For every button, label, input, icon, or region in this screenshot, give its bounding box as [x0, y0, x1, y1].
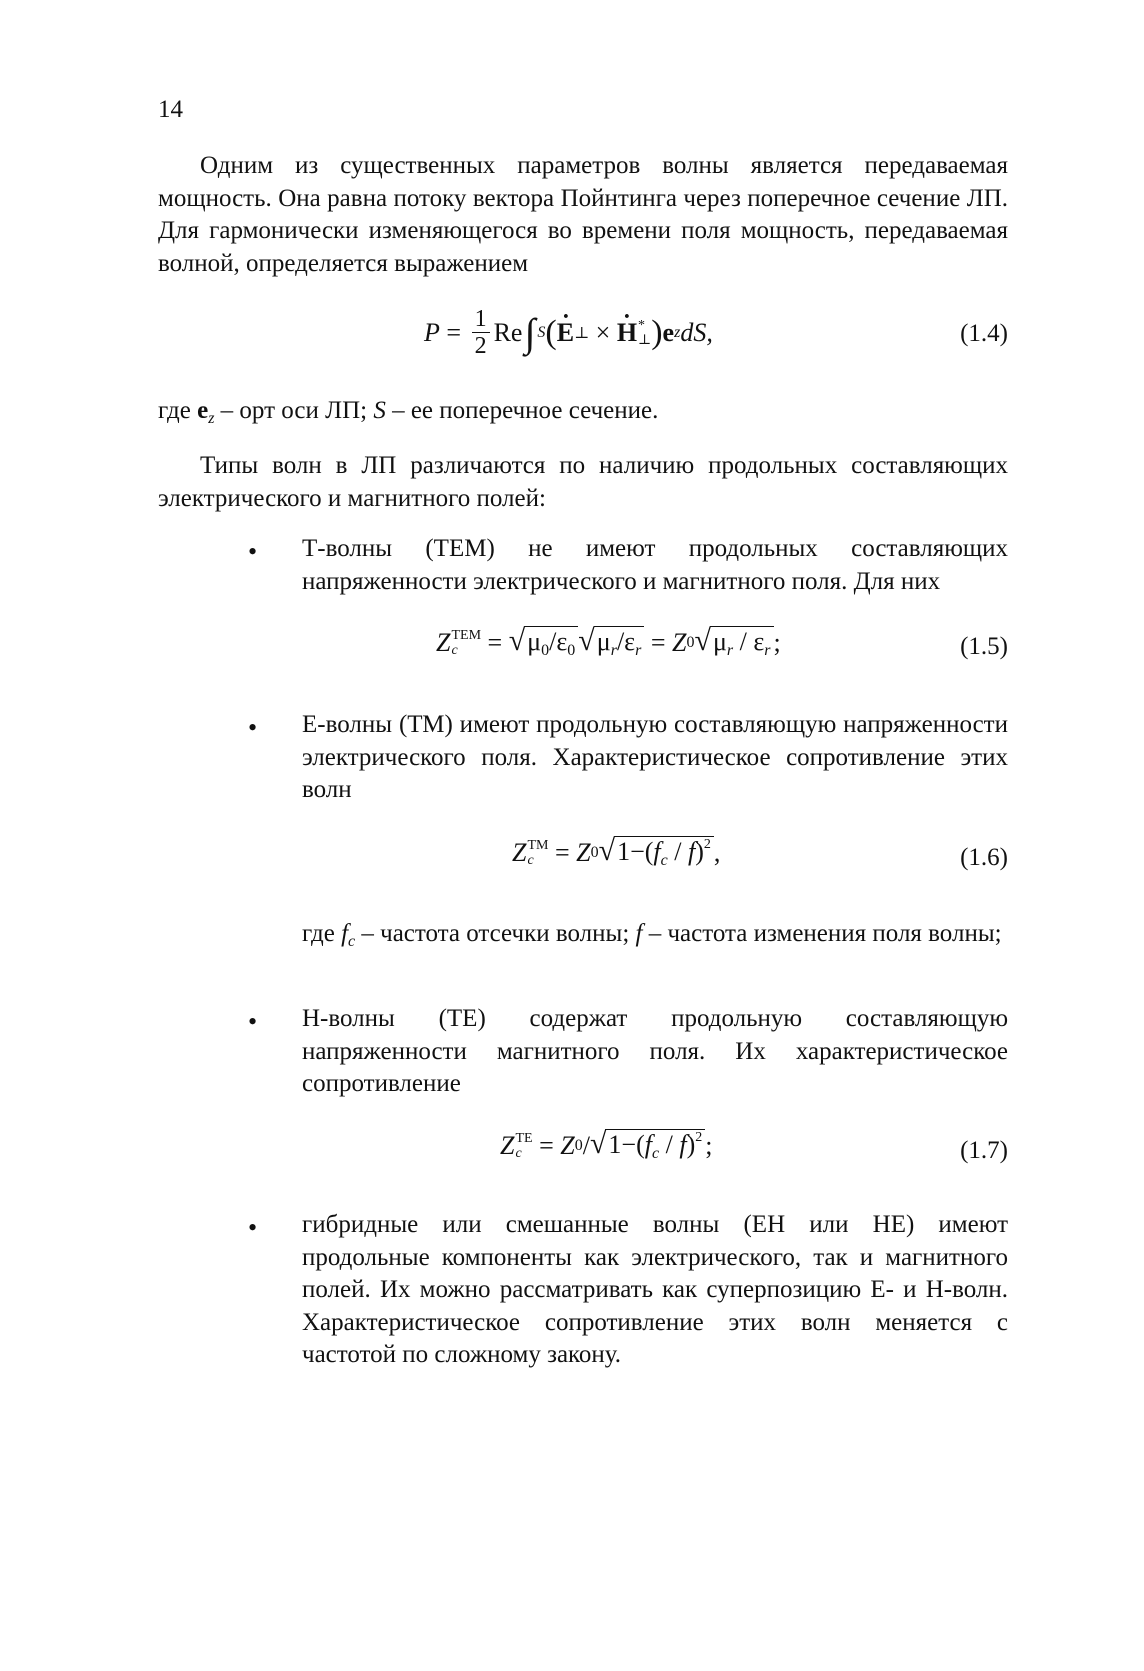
- equation-number-1-5: (1.5): [960, 633, 1008, 660]
- bullet-text-hybrid: гибридные или смешанные волны (ЕН или НЕ) имеют продольные компоненты как электрического, так и магнитного полей. Их можно рассматривать как суперпозицию Е- и Н-волн. Характеристическое сопротивление этих волн меняется с частотой по сложному закону.: [302, 1211, 1008, 1368]
- paragraph-power: Одним из существенных параметров волны является передаваемая мощность. Она равна потоку вектора Пойнтинга через поперечное сечение ЛП. Для гармонически изменяющегося во времени поля мощность, передаваемая волной, определяется выражением: [158, 152, 1008, 277]
- sqrt-mu0-eps0: √ $\mu_0/\varepsilon_0$: [509, 626, 579, 660]
- eq14-re: Re: [493, 317, 523, 347]
- equation-1-6: Z TM c = Z 0 √ $1-(f_c / f)^2$ ,: [512, 834, 721, 869]
- eq14-fraction: $\frac{1}{2}$: [472, 306, 490, 359]
- bullet-text-te: Н-волны (ТЕ) содержат продольную составляющую напряженности магнитного поля. Их характеристическое сопротивление: [302, 1005, 1008, 1097]
- equation-number-1-6: (1.6): [960, 844, 1008, 871]
- sqrt-cutoff-tm: √ $1-(f_c / f)^2$: [599, 836, 714, 870]
- bullet-marker-3: •: [248, 1007, 258, 1036]
- sqrt-cutoff-te: √ $1-(f_c / f)^2$: [590, 1129, 705, 1163]
- bullet-marker-1: •: [248, 537, 258, 566]
- equation-number-1-7: (1.7): [960, 1137, 1008, 1164]
- equation-1-7: Z TE c = Z 0 / √ $1-(f_c / f)^2$ ;: [500, 1127, 713, 1162]
- bullet-marker-4: •: [248, 1213, 258, 1242]
- integral-sign: ∫: [524, 309, 536, 355]
- paragraph-wave-types: Типы волн в ЛП различаются по наличию продольных составляющих электрического и магнитного полей:: [158, 452, 1008, 512]
- sqrt-mur-epsr: √ $\mu_r/\varepsilon_r$: [578, 626, 644, 660]
- equation-1-4: P = $\frac{1}{2}$ Re ∫ S ( . E ⊥ × . H * ⊥ ) e z dS,: [424, 306, 713, 359]
- bullet-text-tem: Т-волны (ТЕМ) не имеют продольных составляющих напряженности электрического и магнитного поля. Для них: [302, 535, 1008, 595]
- bullet-text-tm: Е-волны (ТМ) имеют продольную составляющую напряженности электрического поля. Характеристическое сопротивление этих волн: [302, 711, 1008, 803]
- eq14-H: . H: [617, 318, 637, 348]
- line-ez-definition: где $e_z$ – орт оси ЛП; S – ее поперечное сечение.: [158, 397, 659, 427]
- eq14-E: . E: [557, 318, 574, 348]
- eq14-lhs: P: [424, 317, 440, 347]
- sqrt-mur-epsr-2: √ $\mu_r / \varepsilon_r$: [694, 626, 773, 660]
- page-number: 14: [158, 96, 183, 123]
- equation-number-1-4: (1.4): [960, 320, 1008, 347]
- equation-1-5: Z TEM c = √ $\mu_0/\varepsilon_0$ √ $\mu_r/\varepsilon_r$ = Z 0 √ $\mu_r / \varepsilon_r$ ;: [436, 624, 781, 659]
- bullet-marker-2: •: [248, 713, 258, 742]
- note-cutoff-frequency: где $f_c$ – частота отсечки волны; f – частота изменения поля волны;: [302, 920, 1002, 950]
